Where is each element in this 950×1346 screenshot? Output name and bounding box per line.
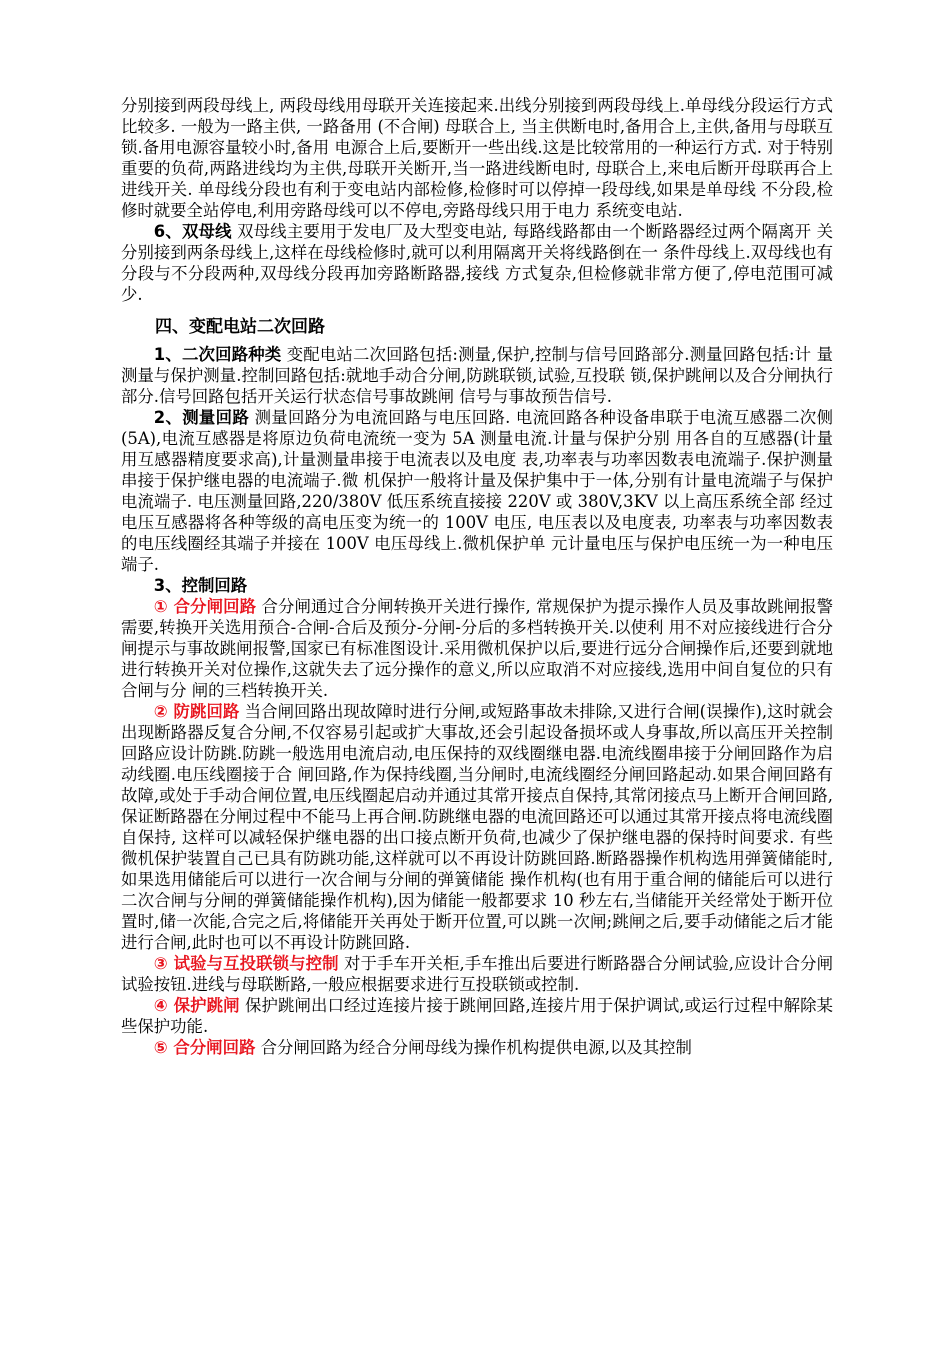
text-close-open-circuit: 合分闸通过合分闸转换开关进行操作, 常规保护为提示操作人员及事故跳闸报警需要,转换开关选用预合-合闸-合后及预分-分闸-分后的多档转换开关.以使利 用不对应接线进行合分闸提示与事故跳闸报警,国家已有标准图设计.采用微机保护以后,要进行远分合闸操作后,还要到就地进行转换开关对位操作,这就失去了远分操作的意义,所以应取消不对应接线,选用中间自复位的只有合闸与分 闸的三档转换开关. (121, 597, 833, 700)
heading-control-circuit: 3、控制回路 (153, 576, 248, 595)
circled-number-2: ② (153, 702, 168, 721)
heading-circuit-types: 1、二次回路种类 (153, 345, 282, 364)
paragraph-anti-pumping-circuit (121, 701, 833, 953)
text-protection-trip: 保护跳闸出口经过连接片接于跳闸回路,连接片用于保护调试,或运行过程中解除某些保护功能. (121, 996, 833, 1036)
heading-test-interlock: 试验与互投联锁与控制 (167, 954, 339, 973)
circled-number-4: ④ (153, 996, 168, 1015)
paragraph-control-circuit (121, 575, 833, 596)
document-page (121, 95, 833, 1058)
text-circuit-types: 变配电站二次回路包括:测量,保护,控制与信号回路部分.测量回路包括:计 量测量与保护测量.控制回路包括:就地手动合分闸,防跳联锁,试验,互投联 锁,保护跳闸以及合分闸执行部分.信号回路包括开关运行状态信号事故跳闸 信号与事故预告信号. (121, 345, 834, 406)
text-anti-pumping-circuit: 当合闸回路出现故障时进行分闸,或短路事故未排除,又进行合闸(误操作),这时就会出现断路器反复合分闸,不仅容易引起或扩大事故,还会引起设备损坏或人身事故,所以高压开关控制回路应设计防跳.防跳一般选用电流启动,电压保持的双线圈继电器.电流线圈串接于分闸回路作为启动线圈.电压线圈接于合 闸回路,作为保持线圈,当分闸时,电流线圈经分闸回路起动.如果合闸回路有故障,或处于手动合闸位置,电压线圈起启动并通过其常开接点自保持,其常闭接点马上断开合闸回路,保证断路器在分闸过程中不能马上再合闸.防跳继电器的电流回路还可以通过其常开接点将电流线圈自保持, 这样可以减轻保护继电器的出口接点断开负荷,也减少了保护继电器的保持时间要求. 有些微机保护装置自己已具有防跳功能,这样就可以不再设计防跳回路.断路器操作机构选用弹簧储能时, 如果选用储能后可以进行一次合闸与分闸的弹簧储能 操作机构(也有用于重合闸的储能后可以进行二次合闸与分闸的弹簧储能操作机构),因为储能一般都要求 10 秒左右,当储能开关经常处于断开位置时,储一次能,合完之后,将储能开关再处于断开位置,可以跳一次闸;跳闸之后,要手动储能之后才能进行合闸,此时也可以不再设计防跳回路. (121, 702, 833, 952)
circled-number-3: ③ (153, 954, 168, 973)
heading-close-open-power: 合分闸回路 (167, 1038, 256, 1057)
heading-close-open-circuit: 合分闸回路 (167, 597, 257, 616)
text-test-interlock: 对于手车开关柜,手车推出后要进行断路器合分闸试验,应设计合分闸试验按钮.进线与母联断路,一般应根据要求进行互投联锁或控制. (121, 954, 833, 994)
heading-anti-pumping-circuit: 防跳回路 (167, 702, 240, 721)
circled-number-5: ⑤ (153, 1038, 168, 1057)
paragraph-protection-trip (121, 995, 833, 1037)
paragraph-circuit-types (121, 344, 833, 407)
heading-double-bus: 6、双母线 (153, 222, 232, 241)
heading-protection-trip: 保护跳闸 (167, 996, 240, 1015)
paragraph-test-interlock (121, 953, 833, 995)
heading-measurement-circuit: 2、测量回路 (153, 408, 250, 427)
text-double-bus: 双母线主要用于发电厂及大型变电站, 每路线路都由一个断路器经过两个隔离开 关分别接到两条母线上,这样在母线检修时,就可以利用隔离开关将线路倒在一 条件母线上.双母线也有分段与不分段两种,双母线分段再加旁路断路器,接线 方式复杂,但检修就非常方便了,停电范围可减少. (121, 222, 833, 304)
paragraph-double-bus (121, 221, 833, 305)
text-close-open-power: 合分闸回路为经合分闸母线为操作机构提供电源,以及其控制 (255, 1038, 692, 1057)
paragraph-close-open-circuit (121, 596, 833, 701)
paragraph-single-bus-sectioned: 分别接到两段母线上, 两段母线用母联开关连接起来.出线分别接到两段母线上.单母线分段运行方式比较多. 一般为一路主供, 一路备用 (不合闸) 母联合上, 当主供断电时,备用合上,主供,备用与母联互锁.备用电源容量较小时,备用 电源合上后,要断开一些出线.这是比较常用的一种运行方式. 对于特别重要的负荷,两路进线均为主供,母联开关断开,当一路进线断电时, 母联合上,来电后断开母联再合上进线开关. 单母线分段也有利于变电站内部检修,检修时可以停掉一段母线,如果是单母线 不分段,检修时就要全站停电,利用旁路母线可以不停电,旁路母线只用于电力 系统变电站. (121, 96, 833, 220)
text-measurement-circuit: 测量回路分为电流回路与电压回路. 电流回路各种设备串联于电流互感器二次侧 (5A),电流互感器是将原边负荷电流统一变为 5A 测量电流.计量与保护分别 用各自的互感器(计量用互感器精度要求高),计量测量串接于电流表以及电度 表,功率表与功率因数表电流端子.保护测量串接于保护继电器的电流端子.微 机保护一般将计量及保护集中于一体,分别有计量电流端子与保护电流端子. 电压测量回路,220/380V 低压系统直接接 220V 或 380V,3KV 以上高压系统全部 经过电压互感器将各种等级的高电压变为统一的 100V 电压, 电压表以及电度表, 功率表与功率因数表的电压线圈经其端子并接在 100V 电压母线上.微机保护单 元计量电压与保护电压统一为一种电压端子. (121, 408, 833, 574)
section-heading-secondary-circuits: 四、变配电站二次回路 (155, 317, 325, 337)
paragraph-measurement-circuit (121, 407, 833, 575)
circled-number-1: ① (153, 597, 168, 616)
paragraph-close-open-power (121, 1037, 833, 1058)
